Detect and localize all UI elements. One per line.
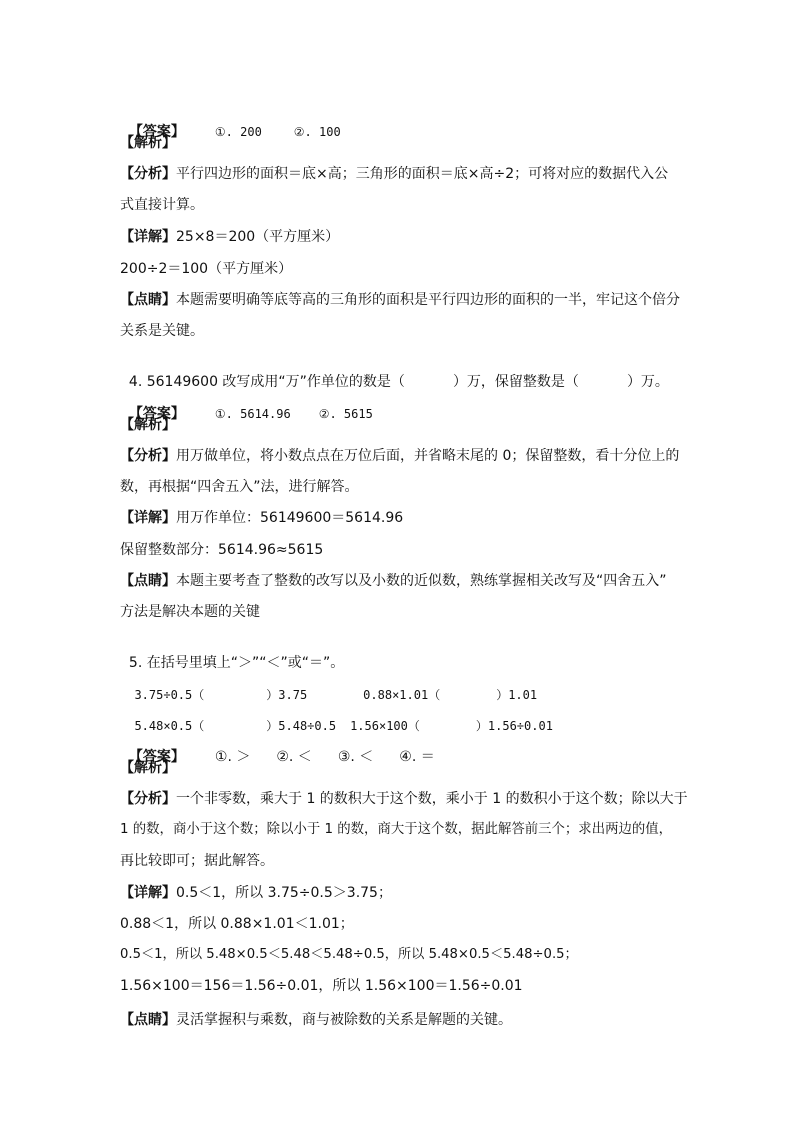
analysis-label: 【分析】 [120, 791, 176, 807]
detail-q3-line2: 200÷2＝100（平方厘米） [120, 261, 293, 277]
detail-label: 【详解】 [120, 885, 176, 901]
jiexi-label-q5: 【解析】 [120, 760, 176, 776]
comment-text: 灵活掌握积与乘数，商与被除数的关系是解题的关键。 [176, 1012, 512, 1028]
answer-label: 【答案】 [128, 124, 185, 140]
detail-q5-line3: 0.5＜1，所以 5.48×0.5＜5.48＜5.48÷0.5，所以 5.48×0.5＜5.48÷0.5； [120, 947, 578, 962]
comment-label: 【点睛】 [120, 573, 176, 589]
detail-label: 【详解】 [120, 229, 176, 245]
question-number: 5. [128, 655, 143, 671]
answer-option-1: ①. 5614.96 [214, 407, 291, 421]
detail-q4-line1 [120, 508, 403, 528]
answer-option-2: ②. ＜ [276, 749, 312, 765]
comment-q4-line2: 方法是解决本题的关键 [120, 604, 260, 620]
question-number: 4. [128, 374, 143, 390]
analysis-q3-line1 [120, 164, 668, 184]
analysis-q5-line1 [120, 789, 688, 809]
answer-option-2: ②. 5615 [318, 407, 373, 421]
expr-left: 3.75÷0.5（ [134, 688, 205, 702]
comment-q3-line1 [120, 290, 680, 310]
expr-left: 1.56×100（ [350, 719, 420, 733]
detail-q5-line4: 1.56×100＝156＝1.56÷0.01，所以 1.56×100＝1.56÷0.01 [120, 978, 523, 994]
analysis-q3-line2: 式直接计算。 [120, 197, 204, 213]
detail-q5-line2: 0.88＜1，所以 0.88×1.01＜1.01； [120, 916, 354, 932]
analysis-q5-line2: 1 的数，商小于这个数；除以小于 1 的数，商大于这个数，据此解答前三个；求出两边的值， [120, 822, 673, 837]
analysis-text: 平行四边形的面积＝底×高；三角形的面积＝底×高÷2；可将对应的数据代入公 [176, 166, 669, 182]
question-text-b: ）万，保留整数是（ [452, 374, 579, 390]
analysis-q5-line3: 再比较即可；据此解答。 [120, 853, 274, 869]
expr-left: 5.48×0.5（ [134, 719, 205, 733]
detail-label: 【详解】 [120, 510, 176, 526]
jiexi-label-q3: 【解析】 [120, 135, 176, 151]
comment-text: 本题需要明确等底等高的三角形的面积是平行四边形的面积的一半，牢记这个倍分 [176, 292, 680, 308]
question-text-c: ）万。 [626, 374, 669, 390]
comment-label: 【点睛】 [120, 1012, 176, 1028]
analysis-text: 一个非零数，乘大于 1 的数积大于这个数，乘小于 1 的数积小于这个数；除以大于 [176, 791, 688, 807]
detail-q5-line1 [120, 883, 392, 903]
detail-q4-line2: 保留整数部分：5614.96≈5615 [120, 542, 324, 558]
expr-right: ）3.75 [266, 688, 308, 702]
answer-option-2: ②. 100 [293, 125, 341, 139]
comment-q4-line1 [120, 571, 667, 591]
answer-label: 【答案】 [128, 749, 185, 765]
answer-option-4: ④. ＝ [399, 749, 435, 765]
answer-option-1: ①. ＞ [214, 749, 251, 765]
analysis-label: 【分析】 [120, 166, 176, 182]
analysis-q4-line1 [120, 446, 679, 466]
expr-right: ）1.01 [496, 688, 538, 702]
detail-text: 25×8＝200（平方厘米） [176, 229, 340, 245]
comment-q3-line2: 关系是关键。 [120, 323, 204, 339]
detail-q3-line1 [120, 227, 339, 247]
analysis-q4-line2: 数，再根据“四舍五入”法，进行解答。 [120, 479, 359, 495]
comment-text: 本题主要考查了整数的改写以及小数的近似数，熟练掌握相关改写及“四舍五入” [176, 573, 667, 589]
answer-label: 【答案】 [128, 406, 185, 422]
question-text-a: 56149600 改写成用“万”作单位的数是（ [146, 374, 405, 390]
answer-option-3: ③. ＜ [337, 749, 374, 765]
expr-left: 0.88×1.01（ [363, 688, 441, 702]
analysis-label: 【分析】 [120, 448, 176, 464]
comment-q5-line1 [120, 1010, 512, 1030]
answer-option-1: ①. 200 [214, 125, 262, 139]
analysis-text: 用万做单位，将小数点点在万位后面，并省略末尾的 0；保留整数，看十分位上的 [176, 448, 680, 464]
detail-text: 0.5＜1，所以 3.75÷0.5＞3.75； [176, 885, 392, 901]
detail-text: 用万作单位：56149600＝5614.96 [176, 510, 404, 526]
question-prompt: 在括号里填上“＞”“＜”或“＝”。 [146, 655, 345, 671]
jiexi-label-q4: 【解析】 [120, 417, 176, 433]
comment-label: 【点睛】 [120, 292, 176, 308]
expr-right: ）5.48÷0.5 [266, 719, 337, 733]
expr-right: ）1.56÷0.01 [475, 719, 553, 733]
